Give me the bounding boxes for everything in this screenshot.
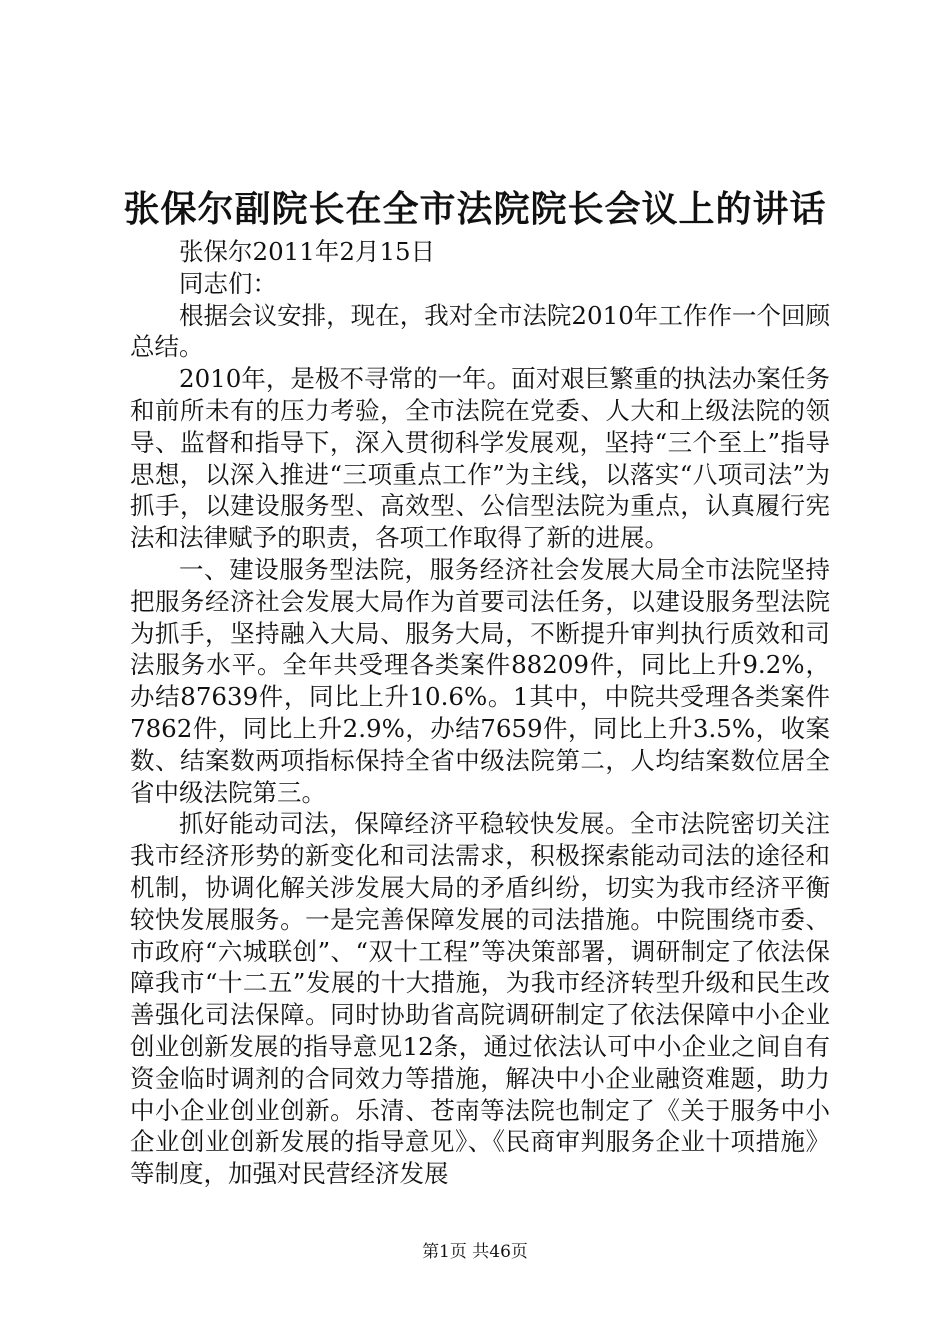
page-footer: 第1页 共46页	[422, 1242, 528, 1262]
paragraph: 抓好能动司法，保障经济平稳较快发展。全市法院密切关注我市经济形势的新变化和司法需求，积极探索能动司法的途径和机制，协调化解关涉发展大局的矛盾纠纷，切实为我市经济平衡较快发展服务。一是完善保障发展的司法措施。中院围绕市委、市政府“六城联创”、“双十工程”等决策部署，调研制定了依法保障我市“十二五”发展的十大措施，为我市经济转型升级和民生改善强化司法保障。同时协助省高院调研制定了依法保障中小企业创业创新发展的指导意见12条，通过依法认可中小企业之间自有资金临时调剂的合同效力等措施，解决中小企业融资难题，助力中小企业创业创新。乐清、苍南等法院也制定了《关于服务中小企业创业创新发展的指导意见》、《民商审判服务企业十项措施》等制度，加强对民营经济发展	[130, 809, 830, 1189]
paragraph: 2010年，是极不寻常的一年。面对艰巨繁重的执法办案任务和前所未有的压力考验，全市法院在党委、人大和上级法院的领导、监督和指导下，深入贯彻科学发展观，坚持“三个至上”指导思想，以深入推进“三项重点工作”为主线，以落实“八项司法”为抓手，以建设服务型、高效型、公信型法院为重点，认真履行宪法和法律赋予的职责，各项工作取得了新的进展。	[130, 364, 830, 553]
document-title: 张保尔副院长在全市法院院长会议上的讲话	[123, 188, 827, 230]
document-body	[130, 236, 830, 1190]
salutation: 同志们：	[179, 268, 277, 298]
paragraph: 根据会议安排，现在，我对全市法院2010年工作作一个回顾总结。	[130, 300, 830, 362]
paragraph: 一、建设服务型法院，服务经济社会发展大局全市法院坚持把服务经济社会发展大局作为首要司法任务，以建设服务型法院为抓手，坚持融入大局、服务大局，不断提升审判执行质效和司法服务水平。全年共受理各类案件88209件，同比上升9.2%，办结87639件，同比上升10.6%。1其中，中院共受理各类案件7862件，同比上升2.9%，办结7659件，同比上升3.5%，收案数、结案数两项指标保持全省中级法院第二，人均结案数位居全省中级法院第三。	[130, 554, 830, 807]
author-date-line: 张保尔2011年2月15日	[179, 237, 436, 266]
